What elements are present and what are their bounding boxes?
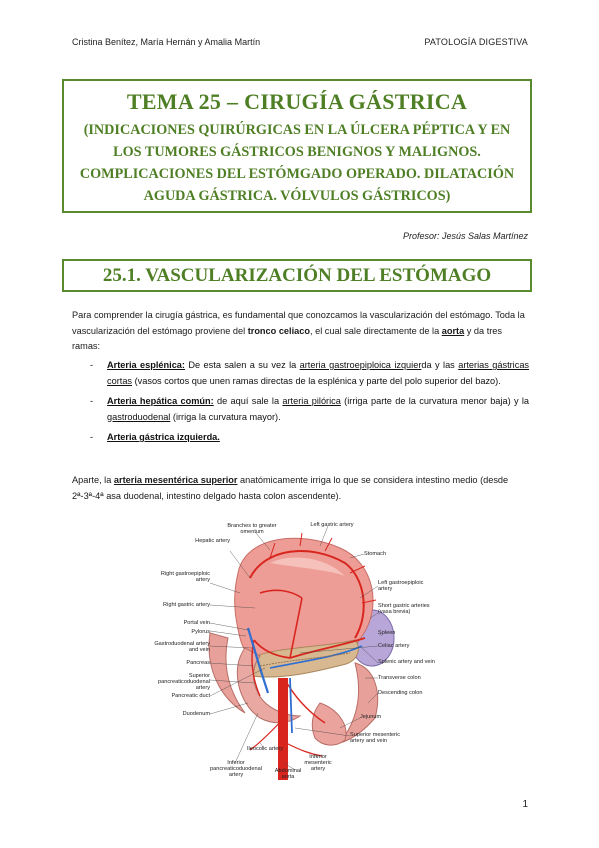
jejunum-shape bbox=[312, 703, 346, 745]
list-item bbox=[90, 358, 529, 389]
label-ileocolic: Ileocolic artery bbox=[246, 746, 284, 752]
label-stomach: Stomach bbox=[364, 551, 387, 557]
sma-term: arteria mesentérica superior bbox=[113, 475, 238, 485]
branch-underlined: arterias gástricas cortas bbox=[107, 360, 530, 386]
celiac-trunk-term: tronco celiaco bbox=[247, 325, 310, 336]
list-dash: - bbox=[90, 396, 94, 406]
branch-list bbox=[90, 358, 529, 451]
intro-text-3: y da tres ramas: bbox=[72, 325, 503, 351]
branch-underlined: arteria pilórica bbox=[282, 396, 341, 406]
label-spleen: Spleen bbox=[378, 630, 396, 636]
branch-text: (irriga la curvatura mayor). bbox=[170, 411, 281, 422]
intro-text-1: Para comprender la cirugía gástrica, es fundamental que conozcamos la vascularización del estómago. Toda la vascularización del estómago proviene del bbox=[72, 310, 525, 336]
closing-text-1: Aparte, la bbox=[72, 475, 114, 485]
branch-underlined: arteria gastroepiploica izquier bbox=[299, 360, 422, 370]
branch-text: da y las bbox=[421, 360, 459, 370]
label-descending-colon: Descending colon bbox=[378, 690, 423, 696]
branch-term: Arteria gástrica izquierda. bbox=[107, 432, 220, 442]
label-jejunum: Jejunum bbox=[360, 714, 382, 720]
professor-name: Profesor: Jesús Salas Martínez bbox=[402, 231, 528, 241]
label-portal-vein: Portal vein bbox=[183, 620, 210, 626]
closing-paragraph bbox=[72, 473, 529, 504]
page-number: 1 bbox=[522, 799, 528, 810]
label-sup-mesenteric: Superior mesenteric artery and vein bbox=[350, 732, 401, 745]
label-inf-pancreaticoduodenal: Inferior pancreaticoduodenal artery bbox=[210, 760, 262, 779]
aorta-term: aorta bbox=[441, 325, 465, 336]
list-item bbox=[90, 394, 529, 425]
label-celiac-artery: Celiac artery bbox=[378, 643, 410, 649]
label-duodenum: Duodenum bbox=[182, 711, 210, 717]
branch-term: Arteria hepática común: bbox=[107, 396, 214, 406]
header-subject: PATOLOGÍA DIGESTIVA bbox=[424, 37, 528, 47]
label-right-gastric: Right gastric artery bbox=[163, 602, 210, 608]
label-pylorus: Pylorus bbox=[191, 629, 210, 635]
label-hepatic-artery: Hepatic artery bbox=[195, 538, 230, 544]
label-pancreas: Pancreas bbox=[186, 660, 210, 666]
intro-paragraph bbox=[72, 308, 529, 355]
label-pancreatic-duct: Pancreatic duct bbox=[171, 693, 210, 699]
branch-text: De esta salen a su vez la bbox=[184, 360, 300, 370]
label-right-gastroepiploic: Right gastroepiploic artery bbox=[160, 571, 210, 584]
closing-text-2: anatómicamente irriga lo que se considera intestino medio (desde 2ª-3ª-4ª asa duodenal, intestino delgado hasta colon ascendente). bbox=[72, 475, 509, 501]
label-left-gastric: Left gastric artery bbox=[310, 522, 354, 528]
label-short-gastric: Short gastric arteries (vasa brevia) bbox=[378, 603, 430, 616]
branch-text: de aquí sale la bbox=[213, 396, 283, 406]
list-dash: - bbox=[90, 360, 94, 370]
list-dash: - bbox=[90, 432, 94, 442]
document-title: TEMA 25 – CIRUGÍA GÁSTRICA bbox=[126, 89, 468, 114]
label-gastroduodenal: Gastroduodenal artery and vein bbox=[154, 641, 210, 654]
branch-underlined: gastroduodenal bbox=[107, 411, 171, 422]
sm-vein bbox=[290, 678, 292, 733]
anatomy-drawing bbox=[150, 518, 450, 793]
stomach-vascular-illustration bbox=[150, 518, 450, 793]
branch-text: (irriga parte de la curvatura menor baja) y la bbox=[340, 396, 530, 406]
label-inferior-mesenteric: Inferior mesenteric artery bbox=[304, 754, 332, 773]
label-branches-omentum: Branches to greater omentum bbox=[227, 523, 277, 536]
header-authors: Cristina Benítez, María Hernán y Amalia Martín bbox=[72, 37, 261, 47]
label-transverse-colon: Transverse colon bbox=[378, 675, 421, 681]
label-sup-pancreaticoduodenal: Superior pancreaticoduodenal artery bbox=[158, 673, 210, 692]
label-splenic-artery: Splenic artery and vein bbox=[378, 659, 435, 665]
label-left-gastroepiploic: Left gastroepiploic artery bbox=[378, 580, 424, 593]
list-item bbox=[90, 430, 529, 446]
label-abdominal-aorta: Abdominal aorta bbox=[274, 768, 302, 781]
section-heading: 25.1. VASCULARIZACIÓN DEL ESTÓMAGO bbox=[62, 259, 532, 292]
document-subtitle: (INDICACIONES QUIRÚRGICAS EN LA ÚLCERA PÉPTICA Y EN LOS TUMORES GÁSTRICOS BENIGNOS Y MALIGNOS. COMPLICACIONES DEL ESTÓMGADO OPERADO. DILATACIÓN AGUDA GÁSTRICA. VÓLVULOS GÁSTRICOS) bbox=[79, 122, 515, 204]
intro-text-2: , el cual sale directamente de la bbox=[309, 325, 442, 336]
branch-term: Arteria esplénica: bbox=[107, 360, 185, 370]
branch-text: (vasos cortos que unen ramas directas de la esplénica y parte del polo superior del bazo). bbox=[132, 375, 501, 386]
title-box bbox=[62, 79, 532, 213]
